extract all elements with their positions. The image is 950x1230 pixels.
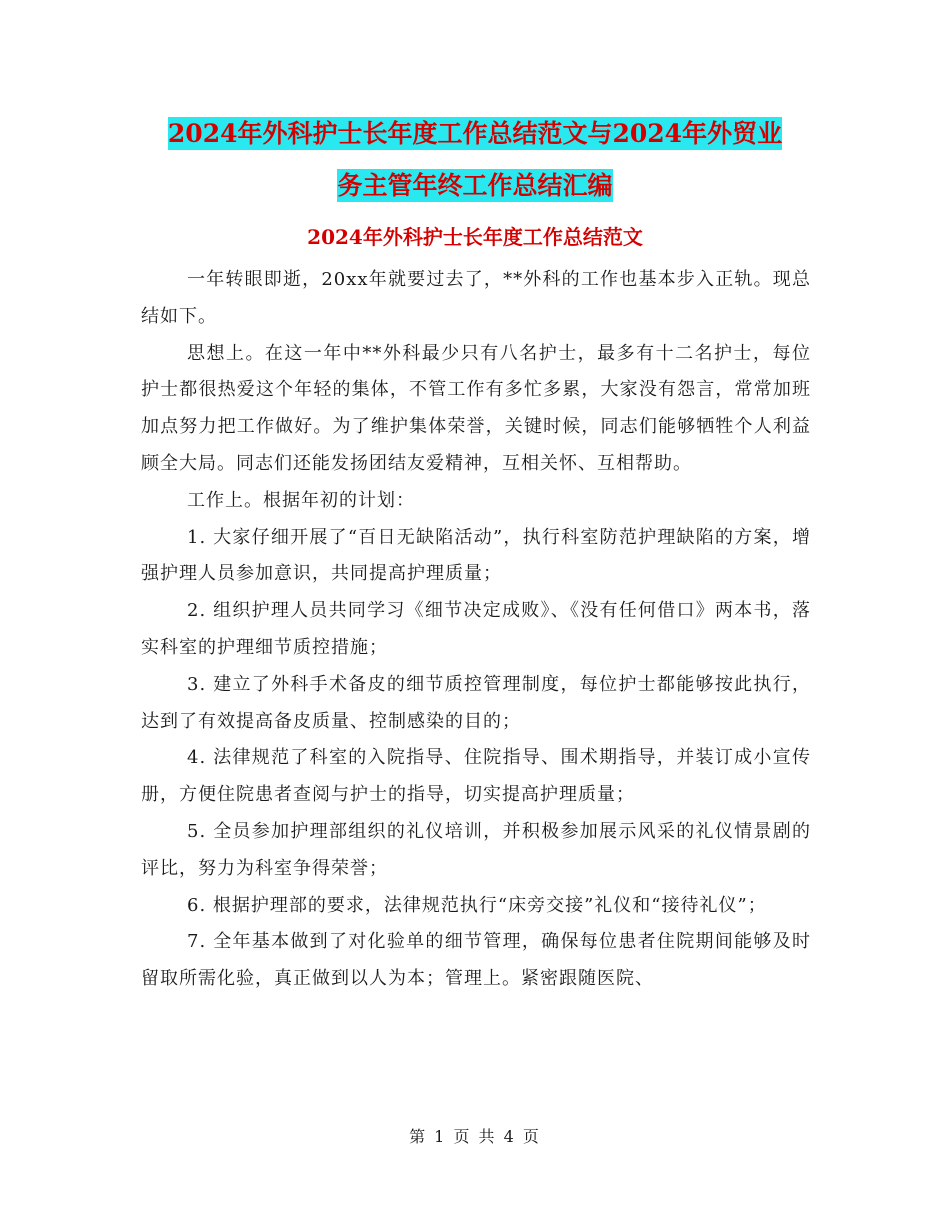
paragraph-work-heading: 工作上。根据年初的计划： bbox=[187, 489, 415, 511]
list-item-6: 6. 根据护理部的要求，法律规范执行“床旁交接”礼仪和“接待礼仪”； bbox=[187, 894, 767, 916]
paragraph-thought: 思想上。在这一年中**外科最少只有八名护士，最多有十二名护士，每位护士都很热爱这个年轻的集体，不管工作有多忙多累，大家没有怨言，常常加班加点努力把工作做好。为了维护集体荣誉，关键时候，同志们能够牺牲个人利益顾全大局。同志们还能发扬团结友爱精神，互相关怀、互相帮助。 bbox=[141, 342, 811, 474]
list-item-7: 7. 全年基本做到了对化验单的细节管理，确保每位患者住院期间能够及时留取所需化验，真正做到以人为本；管理上。紧密跟随医院、 bbox=[141, 931, 811, 990]
list-item-2: 2. 组织护理人员共同学习《细节决定成败》、《没有任何借口》两本书，落实科室的护理细节质控措施； bbox=[141, 600, 811, 658]
list-item-3: 3. 建立了外科手术备皮的细节质控管理制度，每位护士都能够按此执行，达到了有效提高备皮质量、控制感染的目的； bbox=[141, 673, 811, 732]
list-item-5: 5. 全员参加护理部组织的礼仪培训，并积极参加展示风采的礼仪情景剧的评比，努力为科室争得荣誉； bbox=[141, 820, 811, 879]
list-item-4: 4. 法律规范了科室的入院指导、住院指导、围术期指导，并装订成小宣传册，方便住院患者查阅与护士的指导，切实提高护理质量； bbox=[141, 747, 811, 806]
document-title-line-1: 2024年外科护士长年度工作总结范文与2024年外贸业 bbox=[167, 119, 783, 148]
paragraph-intro: 一年转眼即逝，20xx年就要过去了，**外科的工作也基本步入正轨。现总结如下。 bbox=[141, 269, 811, 327]
section-title: 2024年外科护士长年度工作总结范文 bbox=[307, 225, 643, 249]
body-text bbox=[141, 262, 811, 998]
document-title bbox=[0, 108, 950, 212]
list-item-1: 1. 大家仔细开展了“百日无缺陷活动”，执行科室防范护理缺陷的方案，增强护理人员参加意识，共同提高护理质量； bbox=[141, 526, 811, 585]
page-footer: 第 1 页 共 4 页 bbox=[409, 1127, 541, 1146]
document-title-line-2: 务主管年终工作总结汇编 bbox=[337, 171, 613, 200]
